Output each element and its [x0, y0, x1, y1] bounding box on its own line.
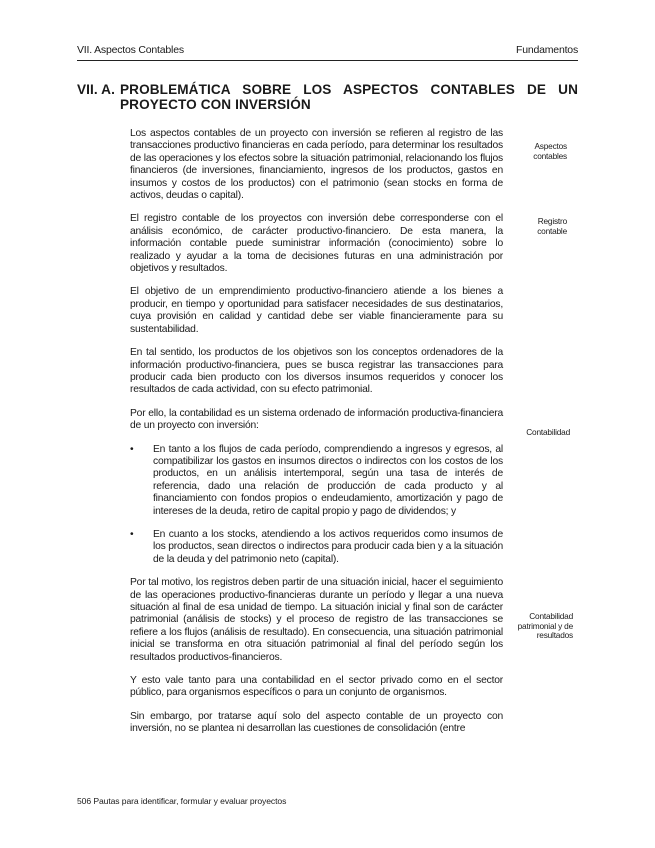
margin-note-registro-contable: Registro contable	[537, 216, 567, 236]
paragraph: Por ello, la contabilidad es un sistema ordenado de información productiva-financiera de un proyecto con inversión:	[130, 407, 503, 432]
list-item	[130, 444, 503, 518]
paragraph: El registro contable de los proyectos con inversión debe corresponderse con el análisis económico, de carácter productivo-financiero. De esta manera, la información contable puede suministrar información (conocimiento) sobre lo realizado y ayudar a la toma de decisiones futuras en una administración por objetivos y resultados.	[130, 213, 503, 275]
body-text	[130, 128, 503, 747]
list-item-text: En tanto a los flujos de cada período, comprendiendo a ingresos y egresos, al compatibilizar los gastos en insumos directos o indirectos con los costos de los productos, en un análisis intertemporal, según una tasa de interés de referencia, dado una relación de producción de cada producto y al financiamiento con fondos propios o endeudamiento, amortización y pago de intereses de la deuda, retiro de capital propio y pago de dividendos; y	[153, 443, 503, 517]
list-item-text: En cuanto a los stocks, atendiendo a los activos requeridos como insumos de los productos, sean directos o indirectos para producir cada bien y a la situación de la deuda y del patrimonio neto (capital).	[153, 528, 503, 565]
margin-note-contabilidad-patrimonial: Contabilidad patrimonial y de resultados	[517, 611, 573, 641]
paragraph: El objetivo de un emprendimiento productivo-financiero atiende a los bienes a producir, en tiempo y oportunidad para satisfacer necesidades de sus destinatarios, cuya provisión en calidad y cantidad debe ser viable financieramente para su sustentabilidad.	[130, 286, 503, 335]
paragraph: Y esto vale tanto para una contabilidad en el sector privado como en el sector público, para organismos específicos o para un conjunto de organismos.	[130, 675, 503, 699]
section-title-line-1: PROBLEMÁTICA SOBRE LOS ASPECTOS CONTABLES DE UN	[120, 82, 578, 97]
page-footer	[77, 796, 286, 806]
section-title-line-2: PROYECTO CON INVERSIÓN	[120, 97, 311, 112]
paragraph: Por tal motivo, los registros deben partir de una situación inicial, hacer el seguimiento de las operaciones productivo-financieras durante un período y llegar a una nueva situación al final de esa unidad de tiempo. La situación inicial y final son de carácter patrimonial (análisis de stocks) y el proceso de registro de las transacciones se refiere a los flujos (análisis de resultado). En consecuencia, una situación patrimonial inicial se transforma en otra situación patrimonial al final del período según los resultados productivos-financieros.	[130, 577, 503, 663]
bullet-icon: •	[130, 528, 134, 540]
header-rule	[77, 60, 578, 61]
paragraph: Sin embargo, por tratarse aquí solo del aspecto contable de un proyecto con inversión, no se plantea ni desarrollan las cuestiones de consolidación (entre	[130, 710, 503, 735]
margin-note-contabilidad: Contabilidad	[526, 427, 570, 437]
paragraph: En tal sentido, los productos de los objetivos son los conceptos ordenadores de la información productivo-financiera, pues se busca registrar las transacciones para producir cada bien producto con los diversos insumos requeridos y conocer los resultados de cada actividad, con su efecto patrimonial.	[130, 347, 503, 396]
list-item	[130, 529, 503, 566]
section-number: VII. A.	[77, 82, 115, 97]
running-header-section: VII. Aspectos Contables	[77, 44, 184, 56]
running-header-chapter: Fundamentos	[515, 44, 578, 56]
bullet-list	[130, 444, 503, 567]
margin-note-aspectos-contables: Aspectos contables	[533, 141, 567, 161]
bullet-icon: •	[130, 443, 134, 455]
page-number: 506	[77, 796, 92, 806]
paragraph: Los aspectos contables de un proyecto con inversión se refieren al registro de las transacciones productivo financieras en cada período, para determinar los resultados de las operaciones y los efectos sobre la situación patrimonial, relacionando los flujos financieros (de inversiones, financiamiento, ingresos de los productos, gastos en insumos y costos de los productos) con el patrimonio (sean stocks en forma de activos, deudas o capital).	[130, 128, 503, 202]
book-title: Pautas para identificar, formular y evaluar proyectos	[93, 796, 287, 806]
